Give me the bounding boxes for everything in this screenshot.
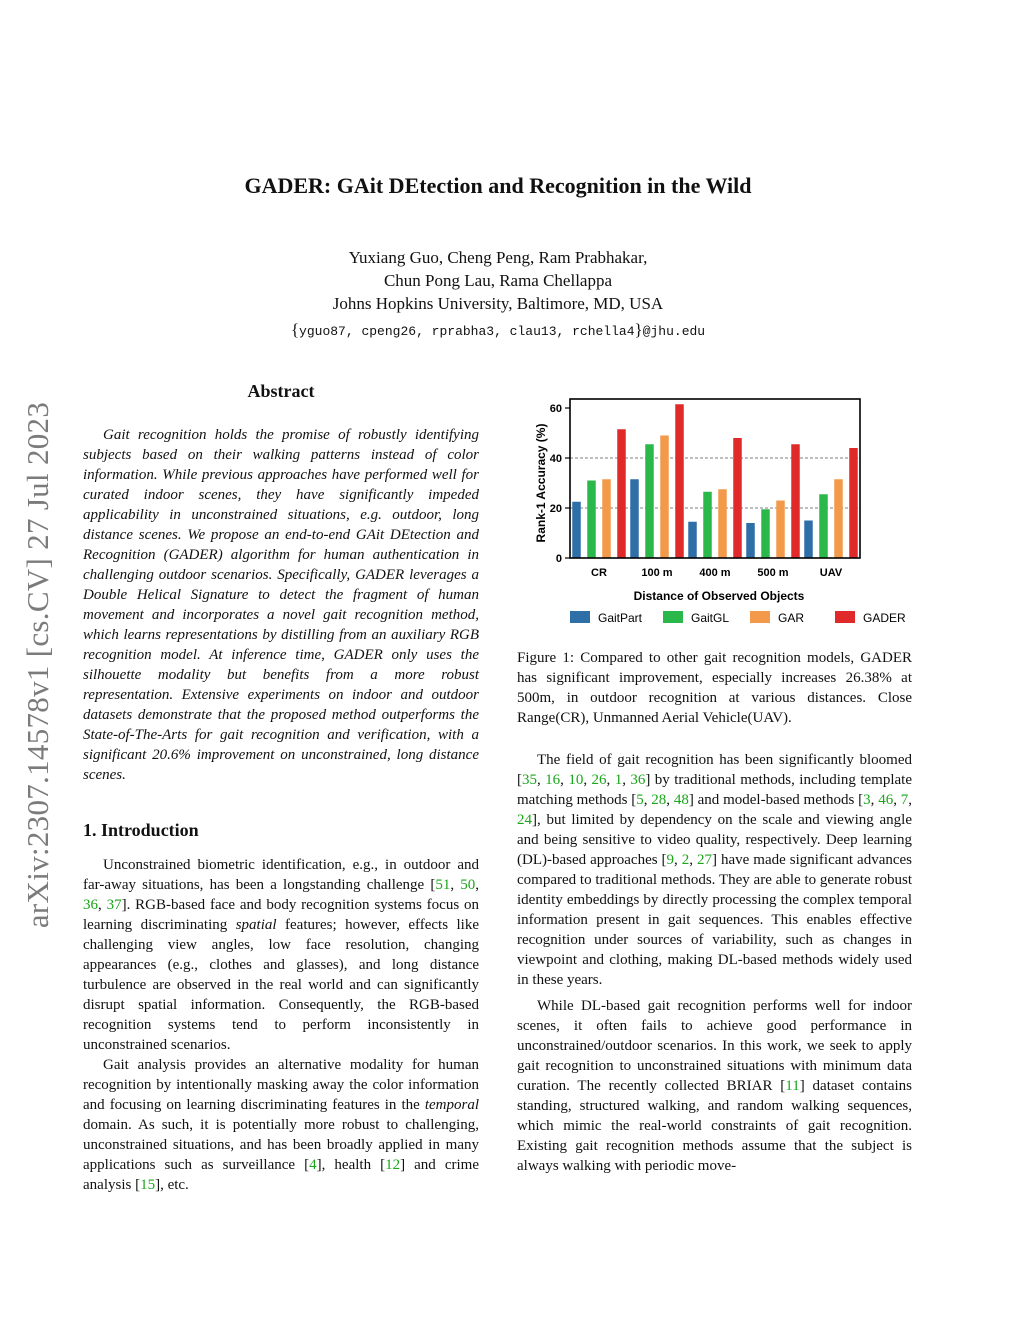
- chart-bar-gar: [776, 501, 785, 559]
- chart-x-tick-label: 500 m: [757, 567, 789, 579]
- citation-link[interactable]: 16: [545, 772, 561, 788]
- citation-link[interactable]: 3: [863, 792, 871, 808]
- right-column-body: [517, 750, 912, 1176]
- email-brace-close: }: [634, 320, 643, 339]
- citation-link[interactable]: 50: [460, 877, 476, 893]
- legend-label-gader: GADER: [863, 611, 906, 625]
- chart-gridlines: [570, 458, 860, 508]
- chart-bar-gader: [791, 444, 800, 558]
- citation-link[interactable]: 46: [878, 792, 894, 808]
- chart-bar-gaitgl: [587, 481, 596, 559]
- chart-bar-gaitgl: [761, 509, 770, 558]
- figure-1-caption: Figure 1: Compared to other gait recognition models, GADER has significant improvement, especially increases 26.38% at 500m, in outdoor recognition at various distances. Close Range(CR), Unmanned Aerial Vehicle(UAV).: [517, 650, 912, 726]
- citation-link[interactable]: 1: [614, 772, 623, 788]
- intro-body: [83, 855, 479, 1195]
- chart-y-tick-label: 40: [549, 453, 562, 465]
- citation-link[interactable]: 7: [900, 792, 909, 808]
- citation-link[interactable]: 36: [83, 897, 98, 913]
- chart-x-tick-label: CR: [591, 567, 607, 579]
- chart-bar-gar: [718, 489, 727, 558]
- author-emails: [0, 320, 996, 340]
- citation-link[interactable]: 24: [517, 812, 532, 828]
- chart-bar-gaitgl: [819, 494, 828, 558]
- citation-link[interactable]: 11: [785, 1078, 800, 1094]
- chart-y-tick-label: 60: [549, 403, 562, 415]
- chart-bar-gar: [602, 479, 611, 558]
- chart-x-tick-label: 100 m: [641, 567, 673, 579]
- chart-bar-gaitpart: [804, 521, 813, 559]
- email-handles: yguo87, cpeng26, rprabha3, clau13, rchella4: [299, 324, 635, 339]
- legend-swatch-gar: [750, 611, 770, 623]
- chart-bar-gaitgl: [703, 492, 712, 558]
- legend-swatch-gaitgl: [663, 611, 683, 623]
- citation-link[interactable]: 5: [636, 792, 644, 808]
- citation-link[interactable]: 35: [522, 772, 537, 788]
- chart-bar-gar: [834, 479, 843, 558]
- paper-title: GADER: GAit DEtection and Recognition in the Wild: [244, 173, 752, 198]
- legend-label-gaitpart: GaitPart: [598, 611, 643, 625]
- citation-link[interactable]: 26: [591, 772, 607, 788]
- intro-paragraph-1: Unconstrained biometric identification, e.g., in outdoor and far-away situations, has been a longstanding challenge [51, 50, 36, 37]. RGB-based face and body recognition systems focus on learning discriminating spatial features; however, effects like challenging view angles, low face resolution, changing appearances (e.g., clothes and glasses), and long distance turbulence are observed in the real world and can significantly disrupt spatial information. Consequently, the RGB-based recognition systems tend to perform inconsistently in unconstrained scenarios.: [83, 857, 480, 1053]
- affiliation: Johns Hopkins University, Baltimore, MD, USA: [332, 294, 664, 313]
- arxiv-identifier: arXiv:2307.14578v1 [cs.CV] 27 Jul 2023: [20, 401, 55, 929]
- citation-link[interactable]: 10: [568, 772, 584, 788]
- email-domain: @jhu.edu: [642, 324, 706, 339]
- chart-axes: [570, 399, 860, 558]
- chart-y-tick-label: 0: [555, 553, 562, 565]
- chart-bar-gader: [675, 404, 684, 558]
- citation-link[interactable]: 9: [666, 852, 675, 868]
- abstract-heading: Abstract: [247, 381, 315, 401]
- chart-bar-gaitgl: [645, 444, 654, 558]
- chart-x-axis-label: Distance of Observed Objects: [633, 589, 805, 603]
- citation-link[interactable]: 37: [106, 897, 122, 913]
- chart-bar-gader: [617, 429, 626, 558]
- authors-line-1: Yuxiang Guo, Cheng Peng, Ram Prabhakar,: [348, 248, 648, 267]
- section-heading-introduction: 1. Introduction: [83, 820, 199, 840]
- citation-link[interactable]: 36: [630, 772, 646, 788]
- citation-link[interactable]: 51: [435, 877, 451, 893]
- chart-bar-gaitpart: [572, 502, 581, 558]
- chart-bar-gader: [733, 438, 742, 558]
- citation-link[interactable]: 48: [673, 792, 689, 808]
- citation-link[interactable]: 2: [681, 852, 690, 868]
- chart-bar-gar: [660, 436, 669, 559]
- legend-swatch-gaitpart: [570, 611, 590, 623]
- chart-x-ticks: [591, 567, 843, 579]
- chart-x-tick-label: 400 m: [699, 567, 731, 579]
- chart-x-tick-label: UAV: [819, 567, 843, 579]
- abstract-body: [83, 425, 479, 785]
- citation-link[interactable]: 12: [385, 1157, 401, 1173]
- citation-link[interactable]: 28: [651, 792, 667, 808]
- abstract-text: Gait recognition holds the promise of robustly identifying subjects based on their walking patterns instead of color information. While previous approaches have performed well for curated indoor scenes, they have significantly impeded applicability in unconstrained situations, e.g. outdoor, long distance scenes. We propose an end-to-end GAit DEtection and Recognition (GADER) algorithm for human authentication in challenging outdoor scenarios. Specifically, GADER leverages a Double Helical Signature to detect the fragment of human movement and incorporates a novel gait recognition method, which learns representations by distilling from an auxiliary RGB recognition model. At inference time, GADER only uses the silhouette modality but benefits from a more robust representation. Extensive experiments on indoor and outdoor datasets demonstrate that the proposed method outperforms the State-of-The-Arts for gait recognition and verification, with a significant 20.6% improvement on unconstrained, long distance scenes.: [83, 427, 479, 783]
- legend-swatch-gader: [835, 611, 855, 623]
- chart-bar-gaitpart: [688, 522, 697, 558]
- email-brace-open: {: [290, 320, 300, 339]
- chart-legend: [570, 611, 906, 625]
- citation-link[interactable]: 15: [140, 1177, 156, 1193]
- right-paragraph-2: While DL-based gait recognition performs well for indoor scenes, it often fails to achieve good performance in unconstrained/outdoor scenarios. In this work, we seek to apply gait recognition to unconstrained situations with minimum data curation. The recently collected BRIAR [11] dataset contains standing, structured walking, and random walking sequences, which mimic the real-world constraints of gait recognition. Existing gait recognition methods assume that the subject is always walking with periodic move-: [517, 998, 912, 1174]
- citation-link[interactable]: 27: [697, 852, 713, 868]
- legend-label-gaitgl: GaitGL: [691, 611, 730, 625]
- intro-paragraph-2: Gait analysis provides an alternative modality for human recognition by intentionally masking away the color information and focusing on learning discriminating features in the temporal domain. As such, it is potentially more robust to challenging, unconstrained situations, and has been broadly applied in many applications such as surveillance [4], health [12] and crime analysis [15], etc.: [83, 1057, 479, 1193]
- right-paragraph-1: The field of gait recognition has been significantly bloomed [35, 16, 10, 26, 1, 36] by traditional methods, including template matching methods [5, 28, 48] and model-based methods [3, 46, 7, 24], but limited by dependency on the scale and viewing angle and being sensitive to video quality, respectively. Deep learning (DL)-based approaches [9, 2, 27] have made significant advances compared to traditional methods. They are able to generate robust identity embeddings by directly processing the complex temporal information present in gait sequences. This enables effective recognition under sources of variability, such as changes in viewpoint and clothing, making DL-based methods widely used in these years.: [517, 752, 913, 988]
- chart-y-tick-label: 20: [549, 503, 562, 515]
- chart-bar-gader: [849, 448, 858, 558]
- chart-bars: [572, 404, 858, 558]
- chart-y-axis-label: Rank-1 Accuracy (%): [534, 423, 548, 543]
- authors-line-2: Chun Pong Lau, Rama Chellappa: [383, 271, 613, 290]
- chart-bar-gaitpart: [746, 523, 755, 558]
- legend-label-gar: GAR: [778, 611, 805, 625]
- chart-plot-frame: [570, 399, 860, 558]
- chart-bar-gaitpart: [630, 479, 639, 558]
- citation-link[interactable]: 4: [309, 1157, 317, 1173]
- chart-y-ticks: [550, 403, 570, 565]
- figure-1-bar-chart: [525, 395, 915, 635]
